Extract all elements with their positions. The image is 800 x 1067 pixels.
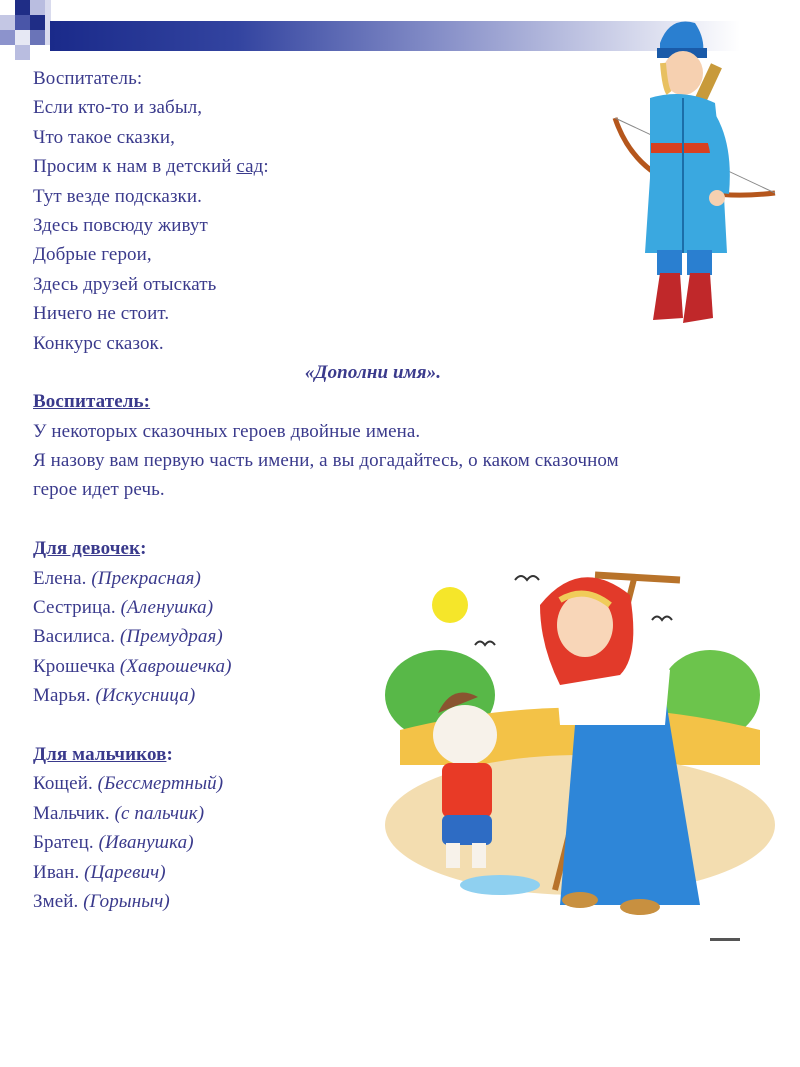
hero-name: Братец. bbox=[33, 832, 99, 854]
list-item bbox=[33, 769, 773, 798]
hero-name: Змей. bbox=[33, 890, 84, 912]
intro-line: Я назову вам первую часть имени, а вы догадайтесь, о каком сказочном bbox=[33, 450, 619, 472]
deco-square bbox=[30, 30, 45, 45]
list-item bbox=[33, 622, 773, 651]
list-item bbox=[33, 652, 773, 681]
hero-answer: (Иванушка) bbox=[98, 832, 194, 854]
list-item bbox=[33, 681, 773, 710]
hero-answer: (Премудрая) bbox=[119, 626, 223, 648]
deco-square bbox=[15, 0, 30, 15]
hero-answer: (Хаврошечка) bbox=[119, 655, 232, 677]
list-item bbox=[33, 887, 773, 916]
hero-answer: (с пальчик) bbox=[114, 802, 205, 824]
hero-name: Елена. bbox=[33, 567, 92, 589]
poem-line: Если кто-то и забыл, bbox=[33, 97, 203, 119]
hero-name: Мальчик. bbox=[33, 802, 115, 824]
poem-line: Конкурс сказок. bbox=[33, 332, 164, 354]
hero-answer: (Искусница) bbox=[95, 685, 196, 707]
hero-answer: (Аленушка) bbox=[120, 597, 214, 619]
hero-answer: (Горыныч) bbox=[83, 890, 170, 912]
girls-heading: Для девочек bbox=[33, 538, 141, 560]
hero-name: Кощей. bbox=[33, 773, 98, 795]
intro-speaker: Воспитатель: bbox=[33, 391, 151, 413]
deco-square bbox=[0, 30, 15, 45]
boys-heading: Для мальчиков bbox=[33, 743, 167, 765]
hero-name: Крошечка bbox=[33, 655, 120, 677]
boys-heading-colon: : bbox=[166, 743, 173, 765]
deco-square bbox=[15, 45, 30, 60]
contest-title-row bbox=[33, 358, 773, 387]
spacer bbox=[33, 505, 773, 534]
deco-square bbox=[0, 15, 15, 30]
deco-square bbox=[15, 30, 30, 45]
girls-heading-colon: : bbox=[140, 538, 147, 560]
poem-text: : bbox=[263, 156, 269, 178]
hero-answer: (Прекрасная) bbox=[91, 567, 201, 589]
deco-square bbox=[15, 15, 30, 30]
main-text bbox=[33, 64, 773, 916]
hero-name: Василиса. bbox=[33, 626, 120, 648]
intro-line: У некоторых сказочных героев двойные имена. bbox=[33, 420, 421, 442]
poem-line: Ничего не стоит. bbox=[33, 303, 170, 325]
poem-line: Тут везде подсказки. bbox=[33, 185, 203, 207]
hero-name: Сестрица. bbox=[33, 597, 121, 619]
list-item bbox=[33, 593, 773, 622]
hero-name: Марья. bbox=[33, 685, 96, 707]
hero-answer: (Царевич) bbox=[84, 861, 166, 883]
deco-square bbox=[30, 0, 45, 15]
contest-title: «Дополни имя». bbox=[304, 361, 442, 383]
boys-heading-row bbox=[33, 740, 773, 769]
poem-text: Просим к нам в детский bbox=[33, 156, 237, 178]
deco-square bbox=[30, 15, 45, 30]
kindergarten-link[interactable]: сад bbox=[236, 156, 264, 178]
poem-speaker: Воспитатель: bbox=[33, 68, 143, 89]
girls-heading-row bbox=[33, 534, 773, 563]
list-item bbox=[33, 799, 773, 828]
poem-line: Здесь повсюду живут bbox=[33, 214, 208, 236]
poem-line: Добрые герои, bbox=[33, 244, 152, 266]
hero-name: Иван. bbox=[33, 861, 85, 883]
hero-answer: (Бессмертный) bbox=[97, 773, 224, 795]
poem-line: Что такое сказки, bbox=[33, 126, 175, 148]
poem-line bbox=[33, 152, 773, 181]
list-item bbox=[33, 828, 773, 857]
spacer bbox=[33, 711, 773, 740]
list-item bbox=[33, 564, 773, 593]
poem-line: Здесь друзей отыскать bbox=[33, 273, 217, 295]
list-item bbox=[33, 858, 773, 887]
intro-line: герое идет речь. bbox=[33, 479, 165, 501]
